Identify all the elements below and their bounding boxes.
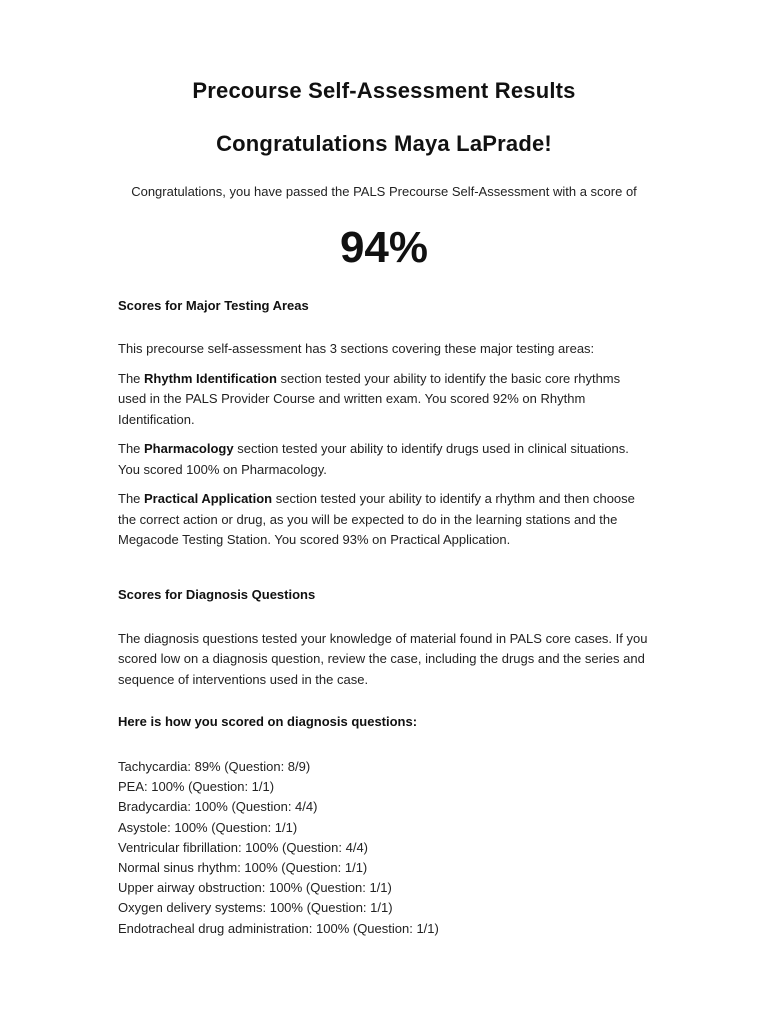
list-item: Ventricular fibrillation: 100% (Question: 4/4): [118, 839, 369, 855]
pharm-text: section tested your ability to identify drugs used in clinical situations. You scored 100% on Pharmacology.: [118, 441, 629, 477]
page-title: Precourse Self-Assessment Results: [192, 78, 576, 103]
practical-application-paragraph: [118, 489, 650, 551]
list-item: Tachycardia: 89% (Question: 8/9): [118, 759, 311, 774]
pharm-prefix: The: [118, 441, 145, 456]
pharmacology-label: Pharmacology: [144, 441, 234, 456]
major-areas-heading: Scores for Major Testing Areas: [118, 298, 309, 313]
list-item: Normal sinus rhythm: 100% (Question: 1/1): [118, 860, 368, 876]
pharmacology-paragraph: [118, 439, 650, 480]
diagnosis-scores-list: [118, 757, 650, 939]
rhythm-prefix: The: [118, 370, 145, 386]
list-item: Bradycardia: 100% (Question: 4/4): [118, 799, 318, 815]
practical-application-label: Practical Application: [144, 491, 273, 506]
rhythm-identification-label: Rhythm Identification: [144, 370, 277, 386]
rhythm-identification-paragraph: [118, 369, 650, 431]
diagnosis-description: The diagnosis questions tested your knowledge of material found in PALS core cases. If you scored low on a diagnosis question, review the case, including the drugs and the series and sequence of interventions used in the case.: [118, 630, 648, 687]
overall-score: 94%: [339, 223, 429, 272]
rhythm-text: section tested your ability to identify the basic core rhythms used in the PALS Provider Course and written exam. You scored 92% on Rhythm Identification.: [118, 370, 621, 427]
list-item: Asystole: 100% (Question: 1/1): [118, 819, 298, 835]
list-item: Upper airway obstruction: 100% (Question: 1/1): [118, 880, 392, 896]
practical-prefix: The: [118, 491, 145, 506]
list-item: Endotracheal drug administration: 100% (Question: 1/1): [118, 920, 439, 936]
list-item: PEA: 100% (Question: 1/1): [118, 779, 275, 795]
diagnosis-scores-heading: Here is how you scored on diagnosis questions:: [118, 714, 418, 729]
congratulations-heading: Congratulations Maya LaPrade!: [216, 131, 552, 156]
diagnosis-heading: Scores for Diagnosis Questions: [118, 586, 316, 602]
practical-text: section tested your ability to identify a rhythm and then choose the correct action or drug, as you will be expected to do in the learning stations and the Megacode Testing Station. You scored 93% on Practical Application.: [118, 491, 635, 547]
major-areas-intro: This precourse self-assessment has 3 sections covering these major testing areas:: [118, 341, 595, 356]
list-item: Oxygen delivery systems: 100% (Question: 1/1): [118, 900, 393, 916]
pass-message: Congratulations, you have passed the PALS Precourse Self-Assessment with a score of: [131, 184, 637, 199]
